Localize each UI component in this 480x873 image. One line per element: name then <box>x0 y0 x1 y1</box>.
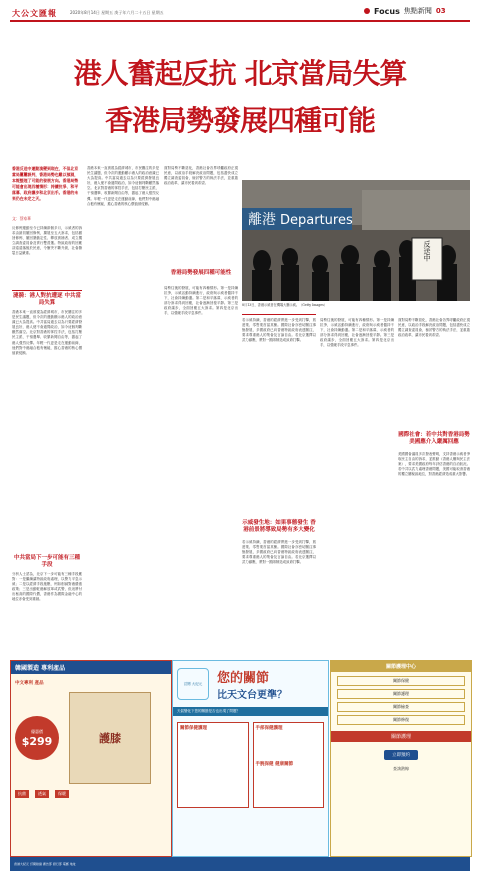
ad-left-feature: 保暖 <box>55 790 69 798</box>
ad-right-menu-item[interactable]: 關節保健 <box>337 676 465 686</box>
ad-mid-offer-b-label: 手部保健護理 <box>255 726 283 731</box>
ad-left-banner: 韓國製造 專利產品 <box>11 661 171 674</box>
ad-left-tagline: 中文專利 產品 <box>15 681 44 686</box>
ad-joint-center[interactable] <box>330 660 472 857</box>
article-byline: 文：蔡家華 <box>12 216 31 221</box>
section-header <box>364 5 470 17</box>
page-footer <box>10 857 470 871</box>
ad-left-product: 護膝 <box>99 732 121 745</box>
article-body-6: 若示威持續，香港的經濟將進一步受到打擊，旅遊業、零售業首當其衝。國際社會亦密切關注事態發展，多國政府已向香港特區政府表達關注，要求尊重港人的集會及言論自由。若北京選擇以武力鎮壓，將對一國兩制造成致命打擊。 <box>242 318 316 343</box>
masthead-logo: 大公文匯報 <box>12 9 57 18</box>
ad-mid-offer-b[interactable] <box>253 722 325 808</box>
article-body-6b: 若示威持續，香港的經濟將進一步受到打擊，旅遊業、零售業首當其衝。國際社會亦密切關注事態發展，多國政府已向香港特區政府表達關注，要求尊重港人的集會及言論自由。若北京選擇以武力鎮壓，將對一國兩制造成致命打擊。 <box>242 540 316 565</box>
article-body-2b: 香港本來一直被視為經濟城市，市民關注的多是民生議題，但今次的運動顯示港人的政治意識已大為提高。中共當局過去以為只要經濟發展良好，港人便不會過問政治，如今這個判斷顯然落空。北京對香港的掌控手法，包括打壓民主派、干預選舉、收緊新聞自由等，激起了港人強烈反彈。年輕一代更是走在運動前線，他們對中港融合抱有懷疑，擔心香港的核心價值被侵蝕。 <box>87 166 159 206</box>
section-dot-icon <box>364 8 370 14</box>
subhead-rule <box>12 290 82 291</box>
article-body-2: 香港本來一直被視為經濟城市，市民關注的多是民生議題，但今次的運動顯示港人的政治意識已大為提高。中共當局過去以為只要經濟發展良好，港人便不會過問政治，如今這個判斷顯然落空。北京對香港的掌控手法，包括打壓民主派、干預選舉、收緊新聞自由等，激起了港人強烈反彈。年輕一代更是走在運動前線，他們對中港融合抱有懷疑，擔心香港的核心價值被侵蝕。 <box>12 310 82 355</box>
article-body-5b: 局勢往後的發展，可能有四種情形。第一是持續抗爭，示威活動持續進行，政府與示威者僵持不下，社會持續動盪。第二是和平落幕，示威者的部分訴求得到回應，社會逐漸回復平靜。第三是政府讓步，全面回應五大訴求。第四是北京出手，以強硬手段平息事件。 <box>320 318 394 348</box>
dateline: 2020年8月14日 星期五 庚子年六月二十五日 星期五 <box>70 10 164 15</box>
subhead-2: 中共當局下一步可能有三種手段 <box>13 555 80 568</box>
header-rule <box>10 20 470 22</box>
departures-sign-cn: 離港 <box>248 212 276 228</box>
article-body-4b: 面對局勢不斷惡化，香港社會各界呼籲政府正視民意，以政治手段解決政治問題，包括盡快成立獨立調查委員會，檢討警方的執法手法，並重啟政治改革，讓市民看到希望。 <box>398 318 470 338</box>
article-body-3: 分析人士認為，北京下一步可能有三種手段應對：一是繼續讓特區政府處理，以警力平息示威；二是以經濟手段施壓，例如削減對港優惠政策；三是出動駐港解放軍或武警，但這將付出極高的國際代價，香港作為國際金融中心的地位亦會受到重創。 <box>12 572 82 602</box>
ad-left-feature: 透氣 <box>35 790 49 798</box>
subhead-1: 漣漪：港人對抗遭逐 中共當局失算 <box>13 293 81 306</box>
ad-right-book-button[interactable]: 立即預約 <box>384 750 418 760</box>
subhead-5: 國際社會：若中共對香港局勢 美國應介入嚴厲回應 <box>398 432 470 445</box>
article-body-7: 美國國會議員多次發表聲明，支持香港示威者爭取民主自由的訴求，並推動《香港人權與民主法案》，要求美國政府每年評估香港的自治狀況。若中共以武力處理香港問題，美國可能取消香港的獨立關稅區地位，對香港經濟造成重大影響。 <box>398 452 470 477</box>
article-body-1: 反修例運動至今已持續兩個多月，示威者的訴求由最初撤回修例，擴展至五大訴求，包括撤回修例、撤回暴動定性、釋放被捕者、成立獨立調查委員會及實行雙普選。特區政府的回應卻遠遠落後於民意，令衝突不斷升級，社會撕裂日益嚴重。 <box>12 226 82 256</box>
headline-line-2: 香港局勢發展四種可能 <box>104 104 375 137</box>
ad-mid-offer-a[interactable] <box>177 722 249 808</box>
ad-left-feature: 抗菌 <box>15 790 29 798</box>
ad-left-product-box <box>69 692 151 784</box>
page-number: 03 <box>435 7 446 15</box>
ad-left-price: $299 <box>21 734 53 748</box>
ad-mid-strip: 天氣變化下您的關節是否也出現了問題？ <box>173 707 328 716</box>
article-lead: 香港反送中運動演變到現在，不但北京當局屢屢誤判，香港局勢也難以預測，本報整理了可能的發展方向。香港局勢可能會出現四種情形：持續抗爭、和平落幕、政府讓步和北京出手。香港的未來仍在未定之天。 <box>12 166 79 201</box>
ad-right-menu <box>337 676 465 725</box>
ad-right-contact: 查詢熱線 <box>393 766 409 771</box>
ad-mid-subtitle: 比天文台更準？ <box>217 690 287 701</box>
headline-line-1: 港人奮起反抗 北京當局失算 <box>73 57 407 90</box>
ad-right-section: 關節護理 <box>331 731 471 742</box>
ad-mid-offer-a-label: 關節保健護理 <box>180 726 207 731</box>
ad-left-price-badge <box>15 716 59 760</box>
subhead-rule <box>242 314 316 315</box>
ad-right-menu-item[interactable]: 關節修復 <box>337 715 465 725</box>
section-cn: 焦點新聞 <box>403 7 432 15</box>
article-body-5: 局勢往後的發展，可能有四種情形。第一是持續抗爭，示威活動持續進行，政府與示威者僵持不下，社會持續動盪。第二是和平落幕，示威者的部分訴求得到回應，社會逐漸回復平靜。第三是政府讓步，全面回應五大訴求。第四是北京出手，以強硬手段平息事件。 <box>164 286 238 316</box>
ad-left-price-label: 優惠價 <box>31 728 43 734</box>
footer-text: 香港大紀元 訂閱熱線 廣告部 發行部 電郵 地址 <box>14 862 76 866</box>
ad-mid-offer-c-label: 手腕保健 健康關節 <box>255 762 294 767</box>
ad-joint-product[interactable] <box>10 660 172 857</box>
subhead-3: 香港局勢發展四種可能性 <box>170 270 232 276</box>
section-en: Focus <box>374 6 400 16</box>
protest-photo <box>242 180 470 301</box>
ad-joint-care[interactable] <box>172 660 329 857</box>
photo-caption: 8月13日，香港示威者在機場大廳示威。（Getty Images） <box>242 303 328 307</box>
ad-right-title: 關節護理中心 <box>331 661 471 672</box>
ad-mid-title: 您的關節 <box>217 671 270 686</box>
article-body-4: 面對局勢不斷惡化，香港社會各界呼籲政府正視民意，以政治手段解決政治問題，包括盡快成立獨立調查委員會，檢討警方的執法手法，並重啟政治改革，讓市民看到希望。 <box>164 166 238 186</box>
protest-photo-image <box>242 180 470 301</box>
calendar-icon <box>177 668 209 700</box>
ad-mid-badge: 訂閱 大紀元 <box>183 681 203 686</box>
ad-right-menu-item[interactable]: 關節護理 <box>337 689 465 699</box>
subhead-4: 示威發生地：如果事態發生 香港前景將導致局勢有多大變化 <box>242 520 316 533</box>
placard-text: 反送中 <box>423 240 431 262</box>
ad-right-menu-item[interactable]: 關節檢查 <box>337 702 465 712</box>
departures-sign-en: Departures <box>280 213 353 228</box>
ad-left-features <box>15 790 167 798</box>
